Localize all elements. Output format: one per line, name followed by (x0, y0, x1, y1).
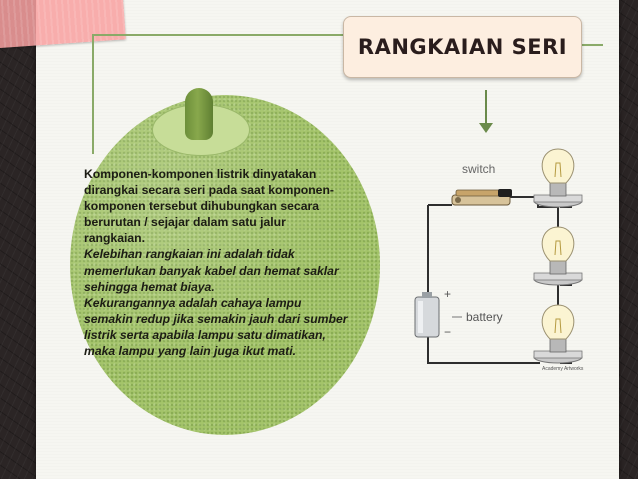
diagram-credit: Academy Artworks (542, 366, 584, 372)
description-text (84, 166, 349, 359)
description-normal: Komponen-komponen listrik dinyatakan dirangkai secara seri pada saat komponen-komponen tersebut dihubungkan secara berurutan / sejajar dalam satu jalur rangkaian. (84, 167, 334, 246)
series-circuit-diagram (410, 135, 600, 385)
bulb-middle-icon (534, 227, 582, 285)
frame-line-top (92, 34, 344, 36)
frame-line-left (92, 34, 94, 154)
battery-minus-sign: − (444, 325, 452, 339)
description-disadvantage: Kekurangannya adalah cahaya lampu semakin redup jika semakin jauh dari sumber listrik serta apabila lampu satu dimatikan, maka lampu yang lain juga ikut mati. (84, 295, 348, 359)
arrow-head-icon (479, 123, 493, 133)
bulb-top-icon (534, 149, 582, 207)
stem-icon (185, 88, 213, 140)
battery-label: battery (466, 310, 503, 324)
switch-label: switch (462, 162, 496, 176)
arrow-down-icon (485, 90, 487, 126)
description-advantage: Kelebihan rangkaian ini adalah tidak memerlukan banyak kabel dan hemat saklar sehingga hemat biaya. (84, 247, 339, 294)
battery-plus-sign: + (444, 287, 452, 301)
frame-line-right-top (579, 44, 603, 46)
slide-title: RANGKAIAN SERI (343, 16, 582, 78)
battery-icon (415, 292, 439, 337)
bulb-bottom-icon (534, 305, 582, 363)
switch-icon (452, 189, 512, 205)
